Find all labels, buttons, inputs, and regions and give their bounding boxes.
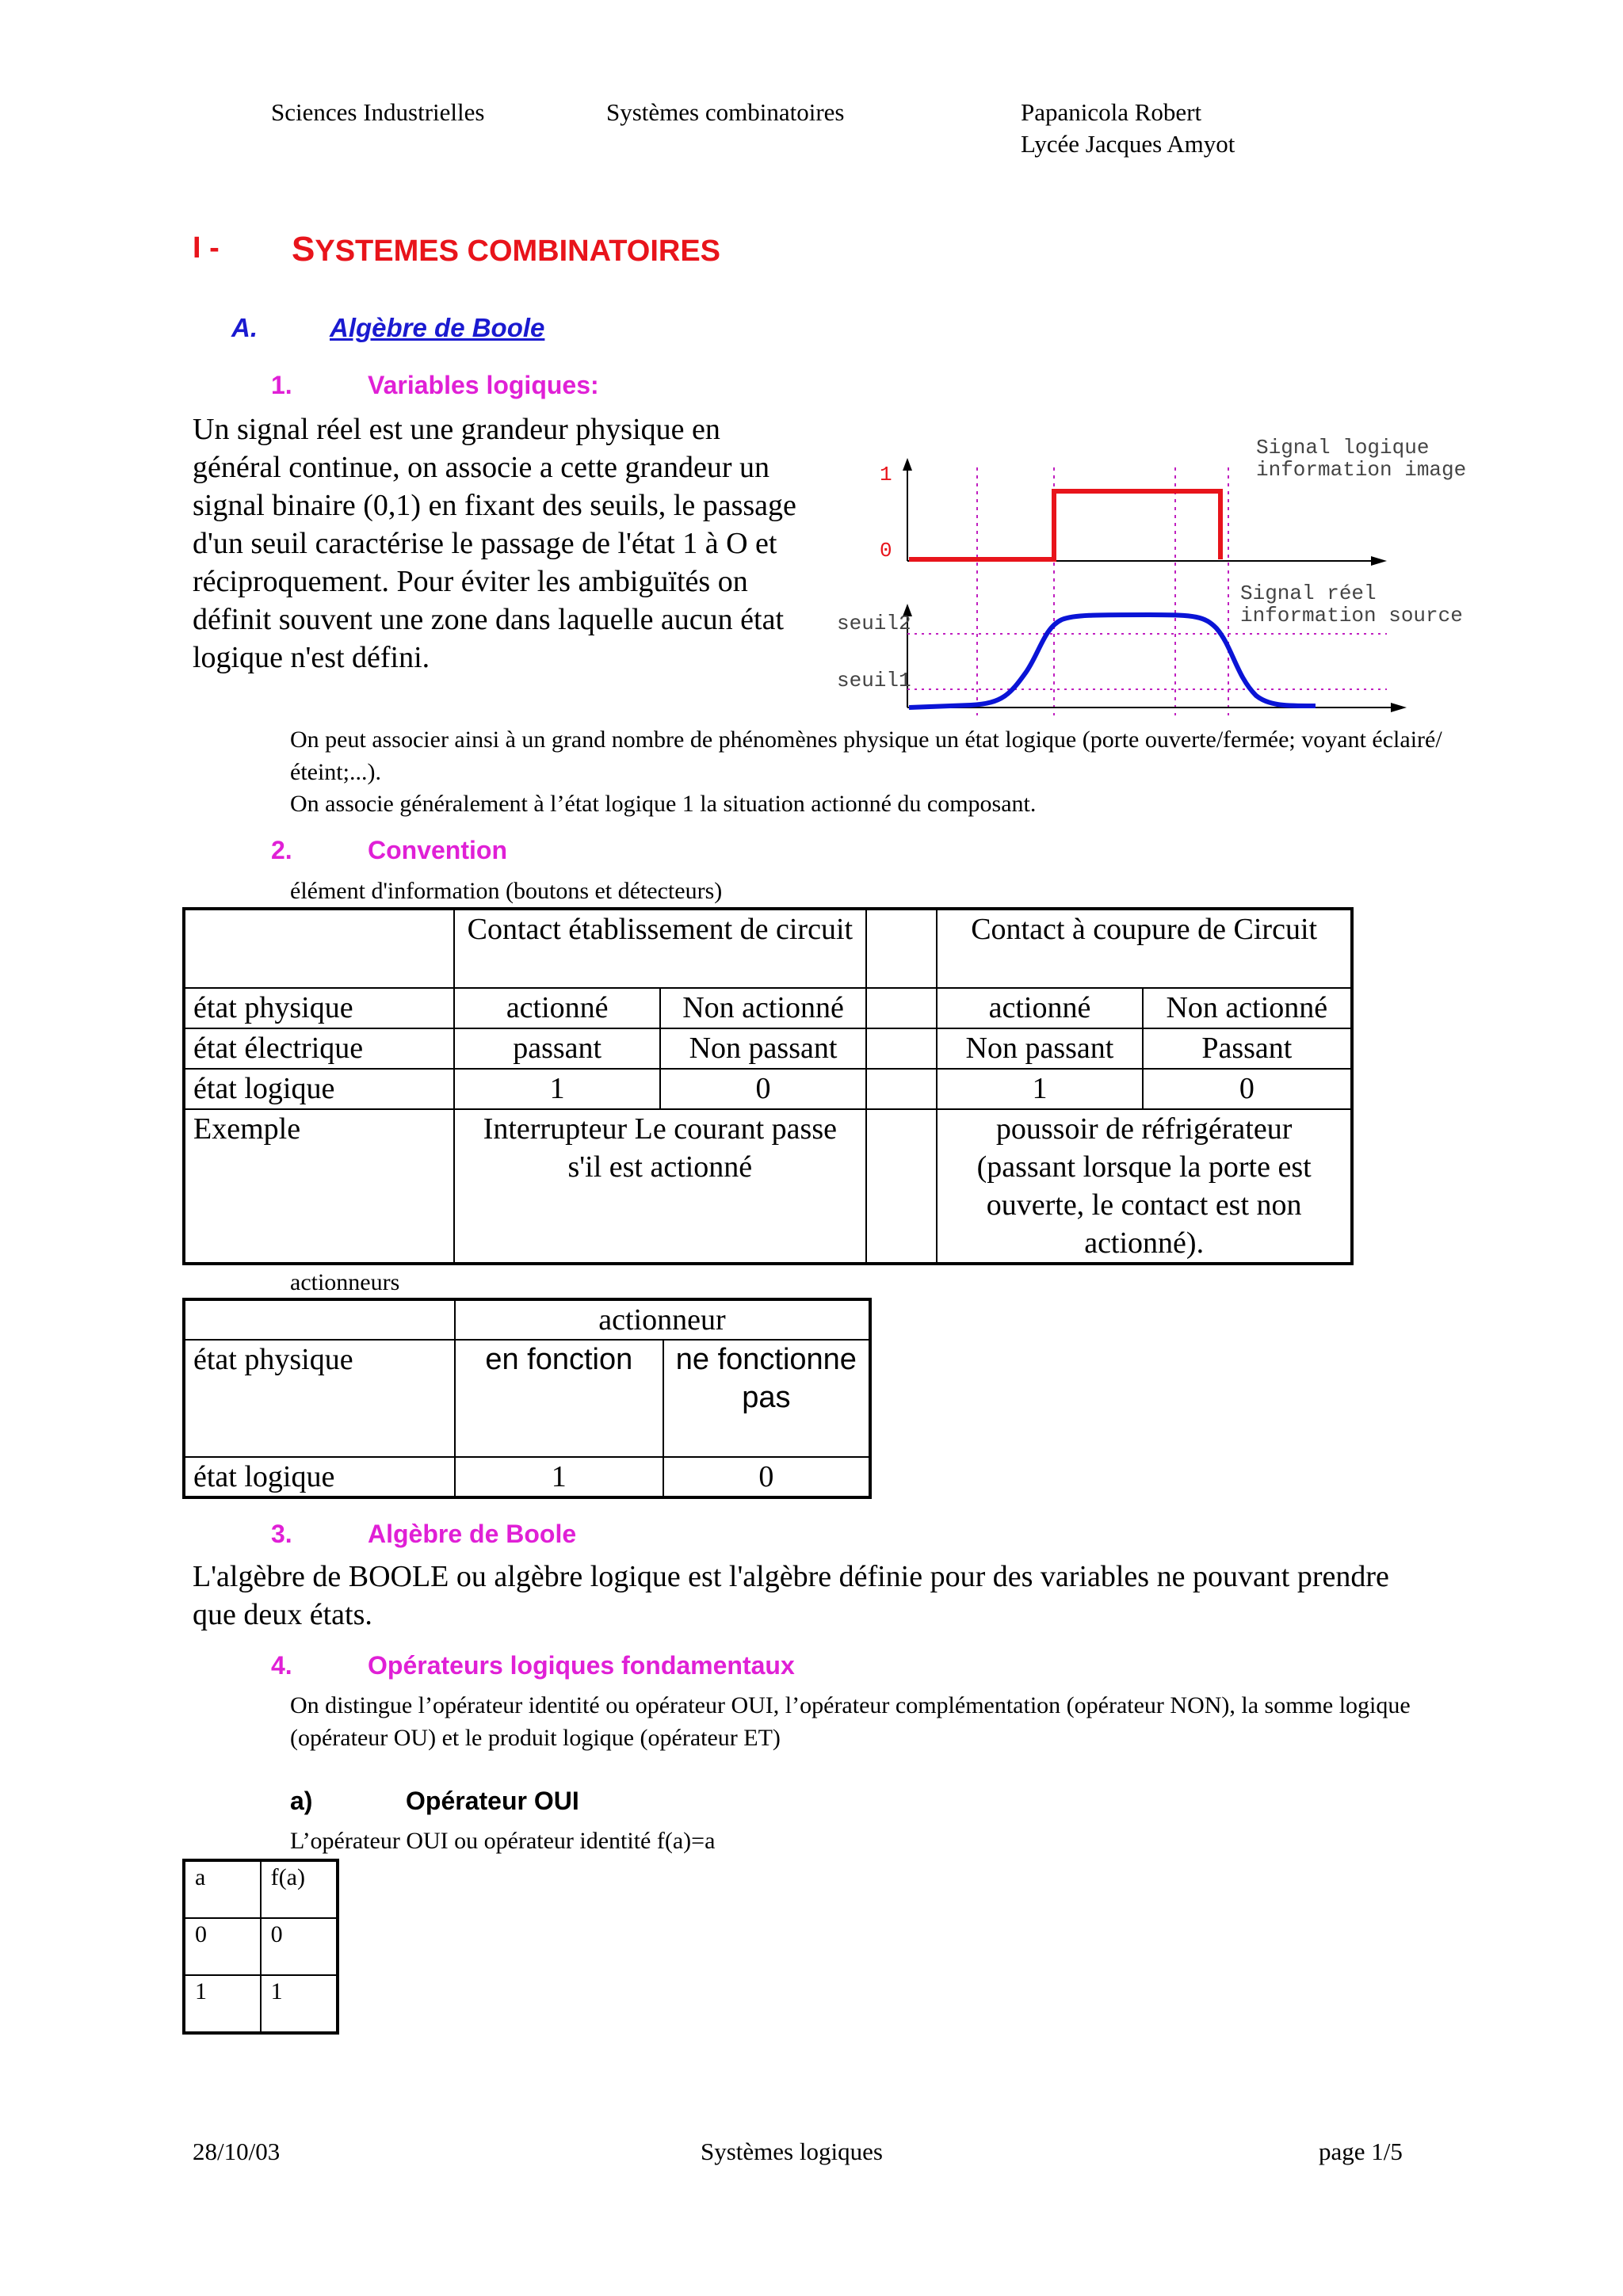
heading-1-number: 1. (271, 371, 292, 399)
table-row (184, 1340, 870, 1457)
table-cell: 1 (937, 1069, 1142, 1109)
column-header: a (184, 1860, 261, 1918)
row-label: état logique (184, 1069, 454, 1109)
table-cell: Non passant (937, 1028, 1142, 1069)
table-cell: Non actionné (1143, 988, 1352, 1028)
table-row (184, 1109, 1352, 1264)
label-seuil2: seuil2 (837, 612, 911, 635)
table-cell: actionné (937, 988, 1142, 1028)
row-label: état logique (184, 1457, 455, 1497)
row-label: Exemple (184, 1109, 454, 1264)
table-cell: 1 (454, 1069, 660, 1109)
row-label: état électrique (184, 1028, 454, 1069)
boole-paragraph: L'algèbre de BOOLE ou algèbre logique est l'algèbre définie pour des variables ne pouvant prendre que deux états. (193, 1560, 1389, 1631)
heading-1-title: Variables logiques: (368, 371, 599, 399)
table-cell: 0 (660, 1069, 865, 1109)
oui-description: L’opérateur OUI ou opérateur identité f(a)=a (290, 1828, 716, 1854)
table-row (184, 1975, 338, 2033)
actuator-table (182, 1298, 872, 1499)
footer-title: Systèmes logiques (701, 2138, 883, 2165)
table-cell: Non passant (660, 1028, 865, 1069)
signal-paragraph: Un signal réel est une grandeur physique en général continue, on associe a cette grandeur un signal binaire (0,1) en fixant des seuils, le passage d'un seuil caractérise le passage de l'état 1 à O et réciproquement. Pour éviter les ambiguïtés on définit souvent une zone dans laquelle aucun état logique n'est défini. (193, 413, 796, 674)
heading-a-letter: a) (290, 1787, 313, 1815)
truth-table-oui (182, 1859, 339, 2035)
row-label: état physique (184, 988, 454, 1028)
table-cell: 0 (663, 1457, 870, 1497)
table-cell (866, 1109, 938, 1264)
table-cell (866, 988, 938, 1028)
heading-3-number: 3. (271, 1520, 292, 1548)
label-zero: 0 (880, 539, 892, 563)
header-left: Sciences Industrielles (271, 98, 485, 126)
operators-paragraph: On distingue l’opérateur identité ou opérateur OUI, l’opérateur complémentation (opérateur NON), la somme logique (opérateur OU) et le produit logique (opérateur ET) (290, 1692, 1411, 1751)
table-cell: 1 (184, 1975, 261, 2033)
table-cell: passant (454, 1028, 660, 1069)
heading-4-number: 4. (271, 1651, 292, 1680)
header-actuator: actionneur (455, 1299, 870, 1340)
heading-3-title: Algèbre de Boole (368, 1520, 577, 1548)
subsection-title: Algèbre de Boole (330, 313, 545, 342)
table-cell (184, 1299, 455, 1340)
table-cell (866, 1069, 938, 1109)
heading-2-number: 2. (271, 836, 292, 864)
heading-4-title: Opérateurs logiques fondamentaux (368, 1651, 795, 1680)
signal-figure (832, 434, 1466, 719)
real-signal (909, 615, 1316, 707)
table2-caption: actionneurs (290, 1269, 400, 1295)
label-one: 1 (880, 463, 892, 486)
table1-caption: élément d'information (boutons et détecteurs) (290, 878, 723, 904)
table-cell: ne fonctionne pas (663, 1340, 870, 1457)
example-make-contact: Interrupteur Le courant passe s'il est actionné (454, 1109, 866, 1264)
table-cell: Passant (1143, 1028, 1352, 1069)
subsection-letter: A. (231, 313, 258, 342)
label-information-image: information image (1256, 458, 1466, 482)
header-make-contact: Contact établissement de circuit (454, 909, 866, 988)
header-author: Papanicola Robert (1021, 98, 1202, 126)
table-cell (184, 909, 454, 988)
note-paragraph-2: On associe généralement à l’état logique 1 la situation actionné du composant. (290, 791, 1037, 817)
table-cell: 1 (455, 1457, 663, 1497)
note-paragraph-1: On peut associer ainsi à un grand nombre de phénomènes physique un état logique (porte ouverte/fermée; voyant éclairé/éteint;...). (290, 727, 1442, 785)
section-title: SYSTEMES COMBINATOIRES (292, 230, 721, 269)
header-center: Systèmes combinatoires (606, 98, 845, 126)
column-header: f(a) (261, 1860, 338, 1918)
table-cell (866, 1028, 938, 1069)
table-row (184, 988, 1352, 1028)
page-number: page 1/5 (1319, 2138, 1403, 2165)
table-cell: 0 (184, 1918, 261, 1975)
table-row (184, 1457, 870, 1497)
table-cell: Non actionné (660, 988, 865, 1028)
label-signal-logique: Signal logique (1256, 436, 1430, 460)
arrow-icon (1391, 703, 1407, 712)
header-school: Lycée Jacques Amyot (1021, 130, 1235, 158)
table-row (184, 1069, 1352, 1109)
row-label: état physique (184, 1340, 455, 1457)
table-cell: 1 (261, 1975, 338, 2033)
label-information-source: information source (1240, 604, 1463, 627)
logic-signal (909, 491, 1220, 559)
heading-2-title: Convention (368, 836, 507, 864)
table-cell: en fonction (455, 1340, 663, 1457)
example-break-contact: poussoir de réfrigérateur (passant lorsque la porte est ouverte, le contact est non actionné). (937, 1109, 1352, 1264)
label-signal-reel: Signal réel (1240, 582, 1377, 605)
convention-table (182, 907, 1354, 1265)
table-row (184, 1918, 338, 1975)
table-cell (866, 909, 938, 988)
label-seuil1: seuil1 (837, 669, 911, 692)
footer-date: 28/10/03 (193, 2138, 281, 2165)
table-cell: 0 (261, 1918, 338, 1975)
heading-a-title: Opérateur OUI (406, 1787, 579, 1815)
arrow-icon (903, 458, 912, 471)
arrow-icon (1371, 556, 1387, 566)
table-row (184, 1028, 1352, 1069)
section-number: I - (193, 231, 220, 265)
table-cell: actionné (454, 988, 660, 1028)
table-cell: 0 (1143, 1069, 1352, 1109)
header-break-contact: Contact à coupure de Circuit (937, 909, 1352, 988)
